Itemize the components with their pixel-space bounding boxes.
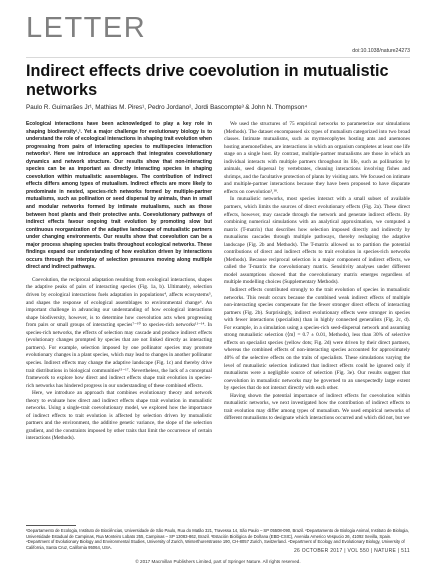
copyright-notice: © 2017 Macmillan Publishers Limited, part of Springer Nature. All rights reserved. [135, 559, 301, 564]
body-paragraph: Having shown the potential importance of indirect effects for coevolution within mutualistic networks, we next investigated how the contribution of indirect effects to trait evolution may differ among types of mutualism. We used empirical networks of different mutualisms to designate which interactions occurred and which did not, but we [224, 392, 410, 422]
left-column [26, 121, 212, 443]
header-divider [26, 57, 410, 58]
body-paragraph: Indirect effects contributed strongly to the trait evolution of species in mutualistic networks. This result occurs because the combined weak indirect effects of multiple non-interacting species compensate for the fewer stronger direct effects of interacting partners (Fig. 2b). Surprisingly, indirect evolutionary effects were stronger in species with fewer interactions (specialists) than in highly connected generalists (Fig. 2c, d). For example, in a simulation using a species-rich seed-dispersal network and assuming strong mutualistic selection (⟨m⟩ = 0.7 ± 0.01, Methods), less than 30% of selective effects on specialist species (yellow dots; Fig. 2d) were driven by their direct partners, whereas the combined effects of non-interacting species accounted for approximately 40% of the selective effects on the traits of specialists. These simulations varying the level of mutualistic selection indicated that indirect effects could be ignored only if mutualisms were a negligible source of selection (Fig. 3e). Our results suggest that coevolution in mutualistic networks may be governed to an unexpectedly large extent by species that do not interact directly with each other. [224, 287, 410, 392]
section-label: LETTER [26, 12, 147, 44]
footnote-divider [26, 525, 76, 526]
page-citation: 26 OCTOBER 2017 | VOL 550 | NATURE | 511 [293, 548, 410, 554]
right-column [224, 121, 410, 423]
body-paragraph: We used the structures of 75 empirical networks to parameterize our simulations (Methods). The dataset encompassed six types of mutualism categorized into two broad classes. Intimate mutualisms, such as myrmecophytes hosting ants and anemones hosting anemonefishes, are interactions in which an organism completes at least one life stage on a single host. By contrast, multiple-partner mutualisms are those in which an individual interacts with multiple partners throughout its life, such as pollination by animals, seed dispersal by vertebrates, cleaning interactions involving fishes and shrimps, and the facultative protection of plants by visiting ants. We focused on intimate and multiple-partner interactions because they have been proposed to have disparate effects on coevolution³,¹⁸. [224, 121, 410, 195]
author-list: Paulo R. Guimarães Jr¹, Mathias M. Pires¹, Pedro Jordano², Jordi Bascompte³ & John N. Thompson⁴ [26, 104, 308, 111]
body-paragraph: In mutualistic networks, most species interact with a small subset of available partners, which limits the sources of direct evolutionary effects (Fig. 2a). These direct effects, however, may cascade through the network and generate indirect effects. By combining numerical simulations with an analytical approximation, we computed a matrix (T-matrix) that describes how selection imposed directly and indirectly by mutualisms cascades through multiple pathways, thereby reshaping the adaptive landscape (Fig. 2b and Methods). The T-matrix allowed us to partition the potential contributions of direct and indirect effects to trait evolution in species-rich networks (Methods). Because reciprocal selection is a major component of indirect effects, we called the T-matrix the coevolutionary matrix. Sensitivity analyses under different model assumptions showed that the coevolutionary matrix emerges regardless of multiple modelling choices (Supplementary Methods). [224, 196, 410, 286]
body-paragraph: Here, we introduce an approach that combines evolutionary theory and network theory to evaluate how direct and indirect effects shape trait evolution in mutualistic networks. Using a single-trait coevolutionary model, we explored how the importance of indirect effects to trait evolution is affected by selection driven by mutualistic partners and the environment, the additive genetic variance, the slope of the selection gradient, and the constraints imposed by other traits that limit the occurrence of certain interactions (Methods). [26, 390, 212, 442]
affiliations-footnote: ¹Departamento de Ecologia, Instituto de Biociências, Universidade de São Paulo, Rua do Matão 321, Travessa 14, São Paulo – SP 05508-090, Brazil. ²Departamento de Biologia Animal, Instituto de Biologia, Universidade Estadual de Campinas, Rua Monteiro Lobato 255, Campinas – SP 13083-862, Brazil. ³Estación Biológica de Doñana (EBD-CSIC), Avenida Americo Vespucio 26, 41092 Sevilla, Spain. ⁴Department of Evolutionary Biology and Environmental Studies, University of Zurich, Winterthurerstrasse 190, CH-8057 Zurich, Switzerland. ⁴Department of Ecology and Evolutionary Biology, University of California, Santa Cruz, California 95064, USA. [26, 528, 409, 550]
doi-label[interactable]: doi:10.1038/nature24273 [352, 48, 410, 54]
body-paragraph: Coevolution, the reciprocal adaptation resulting from ecological interactions, shapes the adaptive peaks of pairs of interacting species (Fig. 1a, b). Ultimately, selection driven by ecological interactions fuels adaptation in populations⁴, affects ecosystems⁵, and shapes the response of ecological assemblages to environmental change⁶. An important challenge in advancing our understanding of how ecological interactions shape biodiversity, however, is to determine how coevolution acts when progressing from pairs or small groups of interacting species⁷⁻¹⁰ to species-rich networks¹¹⁻¹⁴. In species-rich networks, the effects of selection may cascade and produce indirect effects (evolutionary changes prompted by species that are not linked directly as interacting partners). For example, selection imposed by one pollinator species may promote evolutionary changes in a plant species, which may lead to changes in another pollinator species. Indirect effects may change the adaptive landscape (Fig. 1c) and thereby drive trait distributions in biological communities¹⁵⁻¹⁷. Nevertheless, the lack of a conceptual framework to explore how direct and indirect effects shape trait evolution in species-rich networks has hindered progress in our understanding of these combined effects. [26, 276, 212, 389]
article-title: Indirect effects drive coevolution in mutualistic networks [26, 62, 389, 99]
abstract: Ecological interactions have been acknowledged to play a key role in shaping biodiversity¹,². Yet a major challenge for evolutionary biology is to understand the role of ecological interactions in shaping trait evolution when progressing from pairs of interacting species to multispecies interaction networks³. Here we introduce an approach that integrates coevolutionary dynamics and network structure. Our results show that non-interacting species can be as important as directly interacting species in shaping coevolution within mutualistic assemblages. The contribution of indirect effects differs among types of mutualism. Indirect effects are more likely to predominate in nested, species-rich networks formed by multiple-partner mutualisms, such as pollination or seed dispersal by animals, than in small and modular networks formed by intimate mutualisms, such as those between host plants and their protective ants. Coevolutionary pathways of indirect effects favour ongoing trait evolution by promoting slow but continuous reorganization of the adaptive landscape of mutualistic partners under changing environments. Our results show that coevolution can be a major process shaping species traits throughout ecological networks. These findings expand our understanding of how evolution driven by interactions occurs through the interplay of selection pressures moving along multiple direct and indirect pathways. [26, 121, 212, 271]
